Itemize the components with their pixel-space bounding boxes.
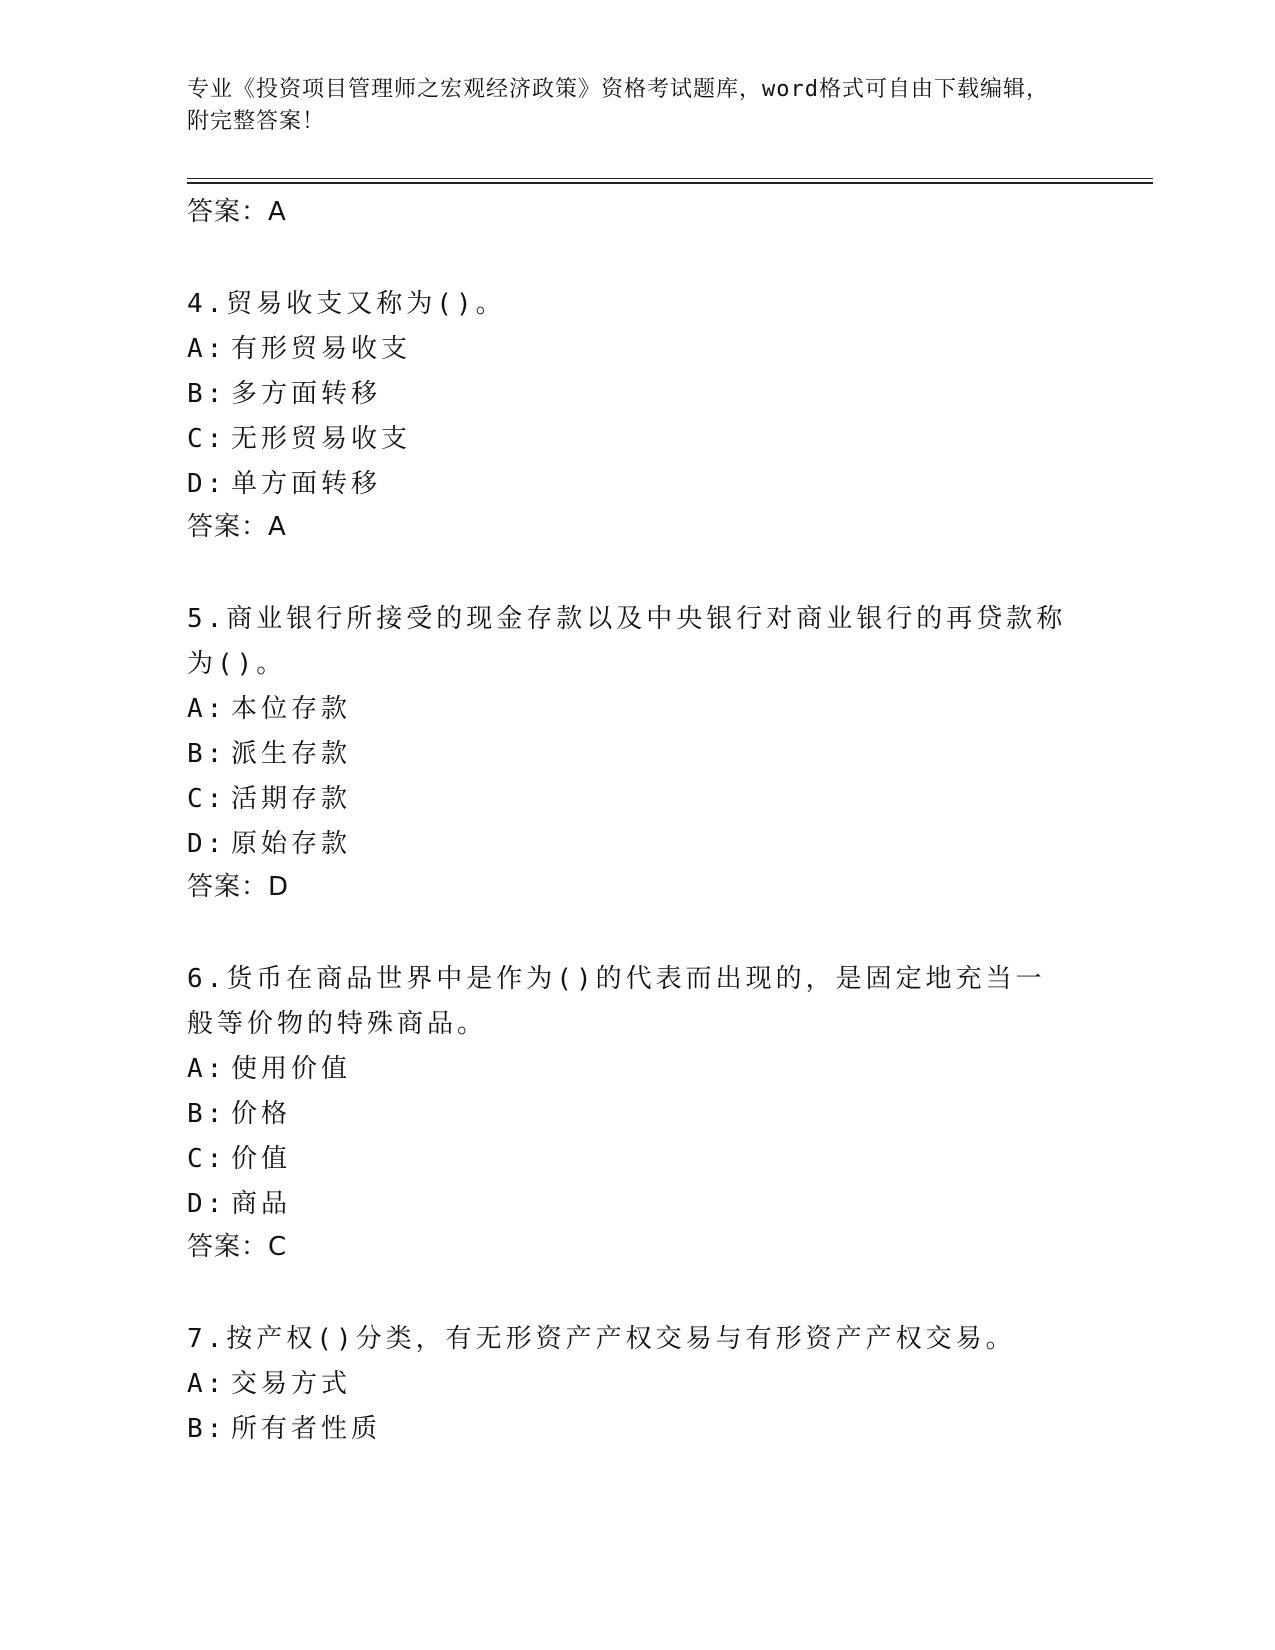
question-5 — [187, 597, 1087, 907]
option-b — [187, 732, 1087, 777]
question-text: 5.商业银行所接受的现金存款以及中央银行对商业银行的再贷款称为()。 — [187, 604, 1067, 679]
header-rule-thick — [187, 182, 1153, 184]
option-key: A: — [187, 1054, 227, 1084]
option-key: D: — [187, 469, 227, 499]
option-key: C: — [187, 784, 227, 814]
option-c — [187, 777, 1087, 822]
option-key: A: — [187, 334, 227, 364]
answer: 答案：C — [187, 1232, 288, 1262]
option-key: A: — [187, 1369, 227, 1399]
question-text: 7.按产权()分类，有无形资产产权交易与有形资产产权交易。 — [187, 1324, 1016, 1354]
option-text: 所有者性质 — [231, 1414, 382, 1444]
option-c — [187, 1137, 1087, 1182]
option-text: 价值 — [231, 1144, 292, 1174]
option-a — [187, 1047, 1087, 1092]
option-a — [187, 687, 1087, 732]
option-d — [187, 822, 1087, 867]
option-key: D: — [187, 829, 227, 859]
option-key: B: — [187, 1414, 227, 1444]
option-key: C: — [187, 424, 227, 454]
option-text: 原始存款 — [231, 829, 352, 859]
option-text: 交易方式 — [231, 1369, 352, 1399]
option-text: 单方面转移 — [231, 469, 382, 499]
option-text: 活期存款 — [231, 784, 352, 814]
option-key: B: — [187, 739, 227, 769]
answer: 答案：D — [187, 872, 290, 902]
answer: 答案：A — [187, 512, 287, 542]
option-text: 使用价值 — [231, 1054, 352, 1084]
option-key: C: — [187, 1144, 227, 1174]
option-d — [187, 462, 1087, 507]
option-text: 多方面转移 — [231, 379, 382, 409]
option-a — [187, 327, 1087, 372]
option-key: A: — [187, 694, 227, 724]
option-text: 有形贸易收支 — [231, 334, 412, 364]
answer-prev: 答案：A — [187, 197, 287, 227]
option-b — [187, 1092, 1087, 1137]
option-key: B: — [187, 1099, 227, 1129]
question-list — [187, 192, 1087, 1502]
option-text: 本位存款 — [231, 694, 352, 724]
question-text: 4.贸易收支又称为()。 — [187, 289, 506, 319]
option-text: 无形贸易收支 — [231, 424, 412, 454]
question-4 — [187, 282, 1087, 547]
document-header: 专业《投资项目管理师之宏观经济政策》资格考试题库，word格式可自由下载编辑，附完整答案！ — [187, 77, 1049, 134]
header-rule-thin — [187, 178, 1153, 179]
option-b — [187, 1407, 1087, 1452]
option-b — [187, 372, 1087, 417]
option-c — [187, 417, 1087, 462]
option-text: 商品 — [231, 1189, 292, 1219]
option-key: D: — [187, 1189, 227, 1219]
option-key: B: — [187, 379, 227, 409]
option-a — [187, 1362, 1087, 1407]
option-d — [187, 1182, 1087, 1227]
option-text: 价格 — [231, 1099, 292, 1129]
option-text: 派生存款 — [231, 739, 352, 769]
question-6 — [187, 957, 1087, 1267]
question-7 — [187, 1317, 1087, 1452]
question-text: 6.货币在商品世界中是作为()的代表而出现的，是固定地充当一般等价物的特殊商品。 — [187, 964, 1046, 1039]
